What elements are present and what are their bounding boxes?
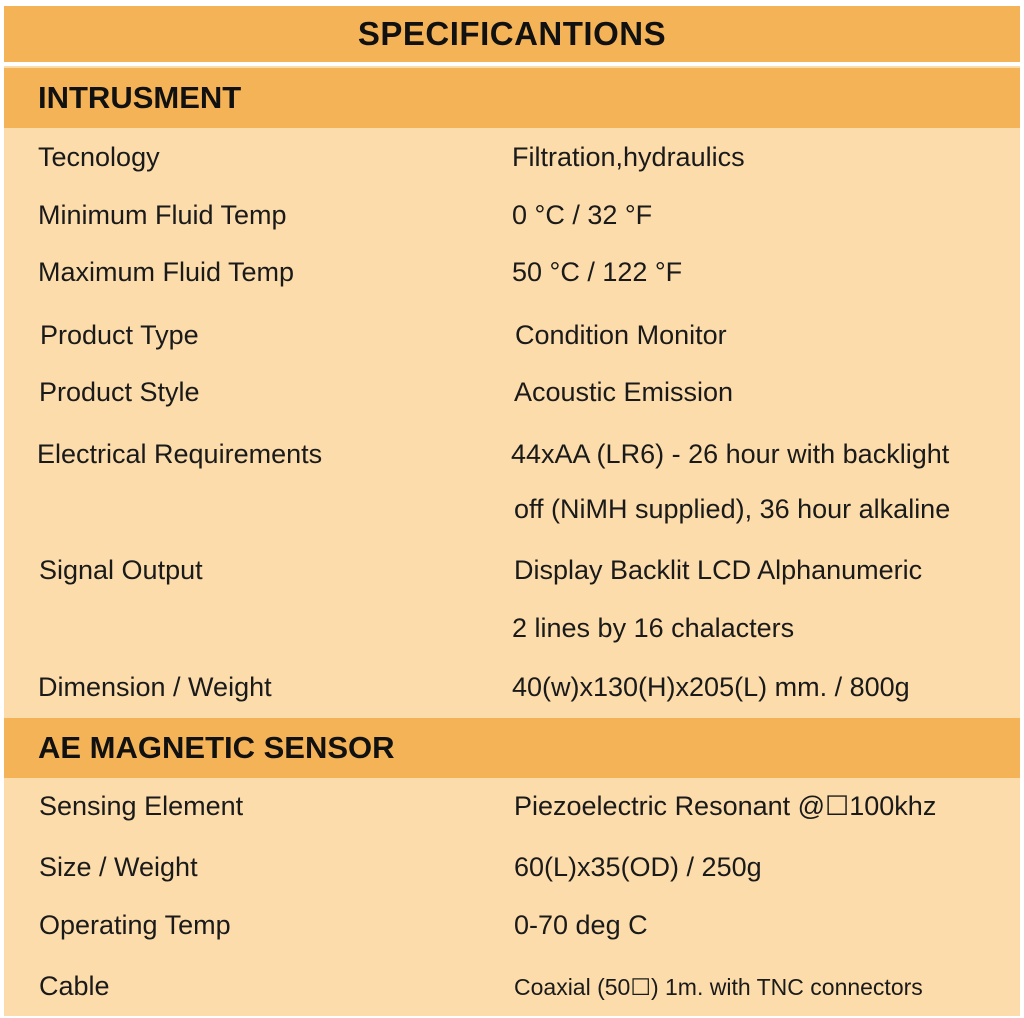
spec-sheet	[4, 66, 1020, 1016]
row-value: 40(w)x130(H)x205(L) mm. / 800g	[512, 672, 910, 702]
row-label: Sensing Element	[39, 791, 244, 821]
row-label: Size / Weight	[39, 852, 198, 882]
row-value: Filtration,hydraulics	[512, 142, 745, 172]
row-label: Product Style	[39, 377, 200, 407]
row-value: Condition Monitor	[515, 320, 727, 350]
row-label: Operating Temp	[39, 910, 231, 940]
row-value: Acoustic Emission	[514, 377, 734, 407]
row-label: Signal Output	[39, 555, 203, 585]
row-label: Maximum Fluid Temp	[38, 257, 295, 287]
row-label: Tecnology	[38, 142, 160, 172]
row-value: 44xAA (LR6) - 26 hour with backlight	[511, 439, 950, 469]
row-value: Display Backlit LCD Alphanumeric	[514, 555, 923, 585]
row-value: Piezoelectric Resonant @☐100khz	[514, 791, 937, 821]
section-heading: INTRUSMENT	[38, 80, 242, 115]
page-title: SPECIFICANTIONS	[357, 15, 667, 52]
row-value: 0-70 deg C	[514, 910, 648, 940]
row-label: Cable	[39, 971, 110, 1001]
row-label: Dimension / Weight	[38, 672, 272, 702]
row-label: Product Type	[40, 320, 199, 350]
row-value-continued: 2 lines by 16 chalacters	[512, 613, 795, 643]
row-value: 60(L)x35(OD) / 250g	[514, 852, 762, 882]
section-heading: AE MAGNETIC SENSOR	[38, 730, 395, 765]
row-value: 0 °C / 32 °F	[512, 200, 653, 230]
section-header-instrument	[4, 68, 1020, 128]
row-value: Coaxial (50☐) 1m. with TNC connectors	[514, 974, 923, 1000]
title-bar	[4, 6, 1020, 62]
section-header-ae-sensor	[4, 718, 1020, 778]
row-value-continued: off (NiMH supplied), 36 hour alkaline	[514, 494, 951, 524]
row-label: Minimum Fluid Temp	[38, 200, 287, 230]
row-label: Electrical Requirements	[37, 439, 323, 469]
row-value: 50 °C / 122 °F	[512, 257, 683, 287]
